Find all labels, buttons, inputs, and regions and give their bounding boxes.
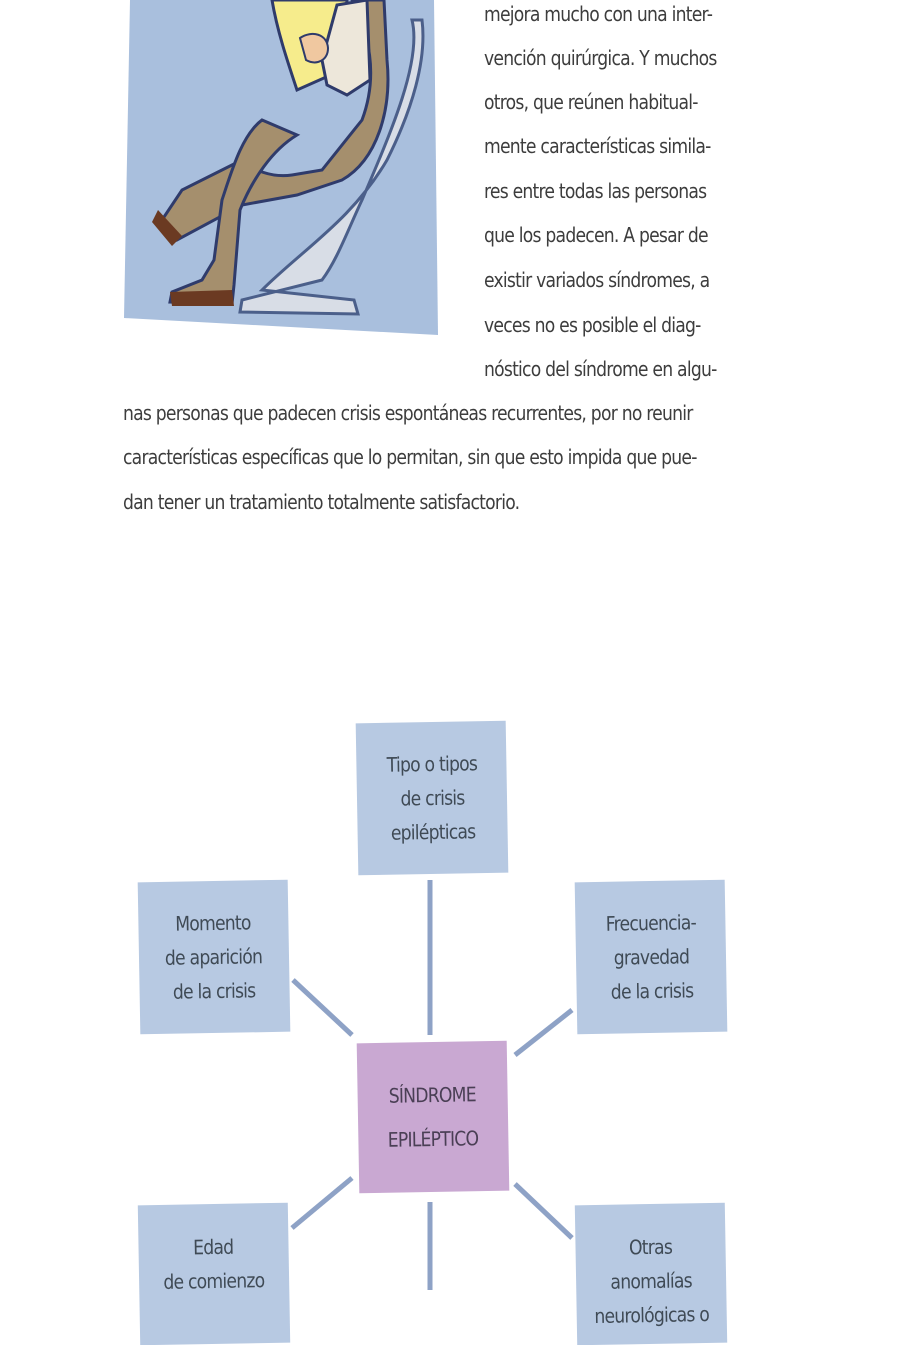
paragraph-line: res entre todas las personas — [484, 179, 707, 203]
box-epileptic-syndrome — [357, 1041, 510, 1194]
box-line: epilépticas — [390, 819, 476, 845]
box-line: Otras anomalías — [610, 1234, 693, 1294]
box-line: neurológicas o — [594, 1301, 710, 1328]
box-line: EPILÉPTICO — [387, 1126, 479, 1152]
paragraph-line: características específicas que lo permitan, sin que esto impida que pue- — [123, 445, 697, 469]
syndrome-diagram — [0, 700, 910, 1328]
box-other-anomalies — [575, 1203, 727, 1345]
paragraph-line: nóstico del síndrome en algu- — [484, 357, 717, 381]
connector-lower-left — [292, 1178, 352, 1228]
box-line: de crisis — [399, 785, 465, 811]
paragraph-line: que los padecen. A pesar de — [484, 223, 708, 247]
paragraph-line: veces no es posible el diag- — [484, 313, 701, 337]
paragraph-line: existir variados síndromes, a — [484, 268, 710, 292]
box-line: Momento — [175, 910, 252, 936]
box-onset-moment — [138, 880, 291, 1035]
connector-upper-left — [293, 980, 352, 1035]
box-line: de la crisis — [173, 978, 257, 1004]
box-line: Frecuencia- — [605, 910, 696, 936]
box-onset-age — [138, 1203, 290, 1345]
box-line: Tipo o tipos — [386, 751, 477, 777]
paragraph-line: otros, que reúnen habitual- — [484, 90, 698, 114]
paragraph-line: nas personas que padecen crisis espontáneas recurrentes, por no reunir — [123, 401, 693, 425]
box-crisis-types — [356, 721, 509, 876]
paragraph-line: vención quirúrgica. Y muchos — [484, 46, 717, 70]
box-line: SÍNDROME — [388, 1082, 477, 1108]
connector-upper-right — [515, 1010, 572, 1055]
box-line: de comienzo — [163, 1268, 265, 1294]
connector-lower-right — [515, 1184, 572, 1238]
person-reading-illustration — [122, 0, 462, 378]
box-line: de aparición — [165, 944, 263, 970]
box-line: gravedad — [613, 944, 689, 970]
box-frequency-severity — [575, 880, 728, 1035]
paragraph-line: mejora mucho con una inter- — [484, 2, 713, 26]
paragraph-line: mente características simila- — [484, 134, 711, 158]
paragraph-line: dan tener un tratamiento totalmente satisfactorio. — [123, 490, 520, 514]
box-line: Edad — [193, 1234, 234, 1260]
box-line: de la crisis — [610, 978, 694, 1004]
